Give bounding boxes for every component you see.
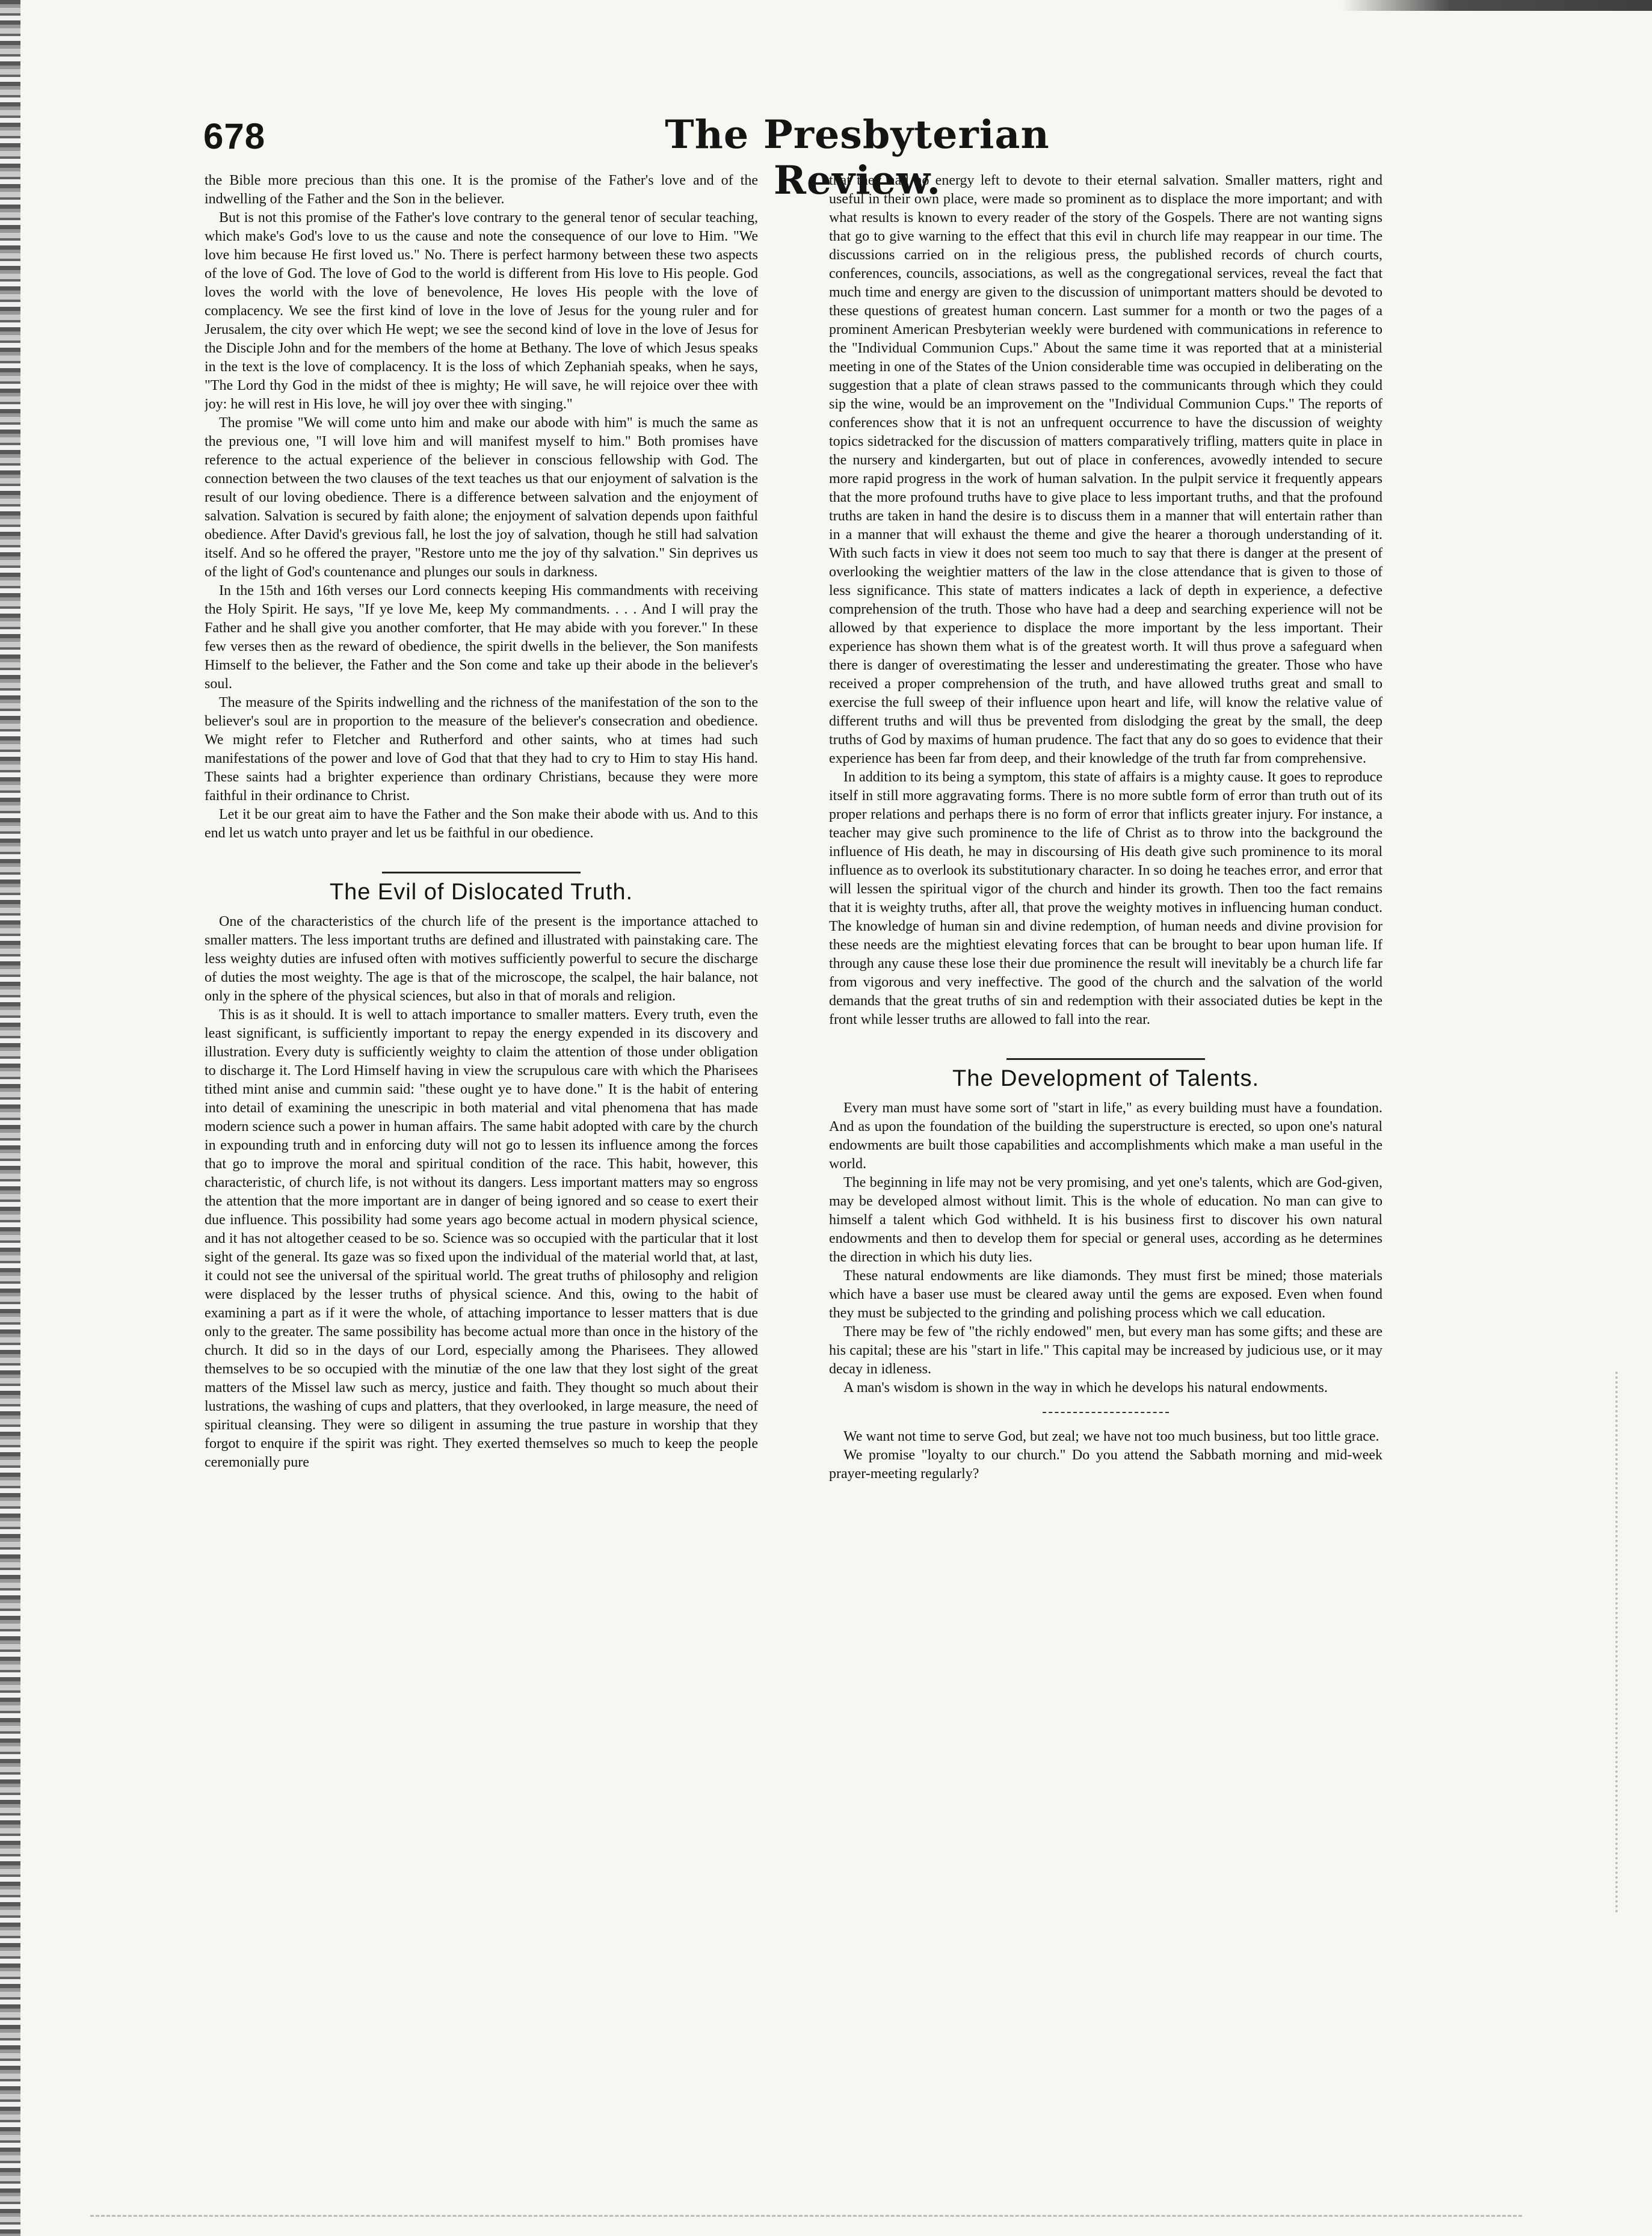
paragraph: There may be few of "the richly endowed" men, but every man has some gifts; and these are his capital; these are his "start in life." This capital may be increased by judicious use, or it may decay in idleness.: [829, 1324, 1382, 1377]
paragraph: A man's wisdom is shown in the way in which he develops his natural endowments.: [843, 1380, 1328, 1396]
scan-bottom-edge: [90, 2215, 1522, 2222]
running-title: The Presbyterian Review.: [665, 112, 1050, 203]
article-title-development-of-talents: The Development of Talents.: [952, 1066, 1259, 1091]
paragraph: This is as it should. It is well to attach importance to smaller matters. Every truth, even the least significant, is sufficiently important to repay the energy expended in its discovery and illustration. Every duty is sufficiently weighty to claim the attention of those under obligation to discharge it. The Lord Himself having in view the scrupulous care with which the Pharisees tithed mint anise and cummin said: "these ought ye to have done." It is the habit of entering into detail of examining the unescripic in both material and vital phenomena that has made modern science such a power in human affairs. The same habit adopted with care by the church in expounding truth and in enforcing duty will not go to lessen its influence among the forces that go to improve the moral and spiritual condition of the race. This habit, however, this characteristic, of church life, is not without its dangers. Less important matters may so engross the attention that the more important are in danger of being ignored and so cease to exert their due influence. This possibility had some years ago become actual in modern physical science, and it has not altogether ceased to be so. Science was so occupied with the particular that it lost sight of the general. Its gaze was so fixed upon the individual of the material world that, at last, it could not see the universal of the spiritual world. The great truths of philosophy and religion were displaced by the lesser truths of physical science. And this, owing to the habit of examining a part as if it were the whole, of attaching importance to lesser matters that is due only to the greater. The same possibility has become actual more than once in the history of the church. It did so in the days of our Lord, especially among the Pharisees. They allowed themselves to be so occupied with the minutiæ of the one law that they lost sight of the great matters of the Missel law such as mercy, justice and faith. They thought so much about their lustrations, the washing of cups and platters, that they overlooked, in large measure, the need of spiritual cleansing. They were so diligent in assuming the true pasture in worship that they forgot to enquire if the spirit was right. They exerted themselves so much to keep the people ceremonially pure: [205, 1007, 758, 1470]
paragraph: In the 15th and 16th verses our Lord connects keeping His commandments with receiving the Holy Spirit. He says, "If ye love Me, keep My commandments. . . . And I will pray the Father and he shall give you another comforter, that He may abide with you forever." In these few verses then as the reward of obedience, the spirit dwells in the believer, the Son manifests Himself to the believer, the Father and the Son come and take up their abode in the believer's soul.: [205, 583, 758, 692]
page-number: 678: [203, 116, 266, 156]
article-development-of-talents: [829, 1099, 1382, 1397]
scan-top-edge: [1342, 0, 1652, 11]
paragraph: The measure of the Spirits indwelling and the richness of the manifestation of the son to the believer's soul are in proportion to the measure of the believer's consecration and obedience. We might refer to Fletcher and Rutherford and other saints, who at times had such manifestations of the power and love of God that that they had to cry to Him to stay His hand. These saints had a brighter experience than ordinary Christians, because they were more faithful in their ordinance to Christ.: [205, 695, 758, 804]
section-spacer: [829, 1413, 1382, 1428]
paragraph: One of the characteristics of the church life of the present is the importance attached to smaller matters. The less important truths are defined and illustrated with painstaking care. The less weighty duties are infused often with motives sufficiently powerful to secure the discharge of duties the most weighty. The age is that of the microscope, the scalpel, the hair balance, not only in the sphere of the physical sciences, but also in that of morals and religion.: [205, 914, 758, 1004]
paragraph: These natural endowments are like diamonds. They must first be mined; those materials which have a baser use must be cleared away until the gems are exposed. Even when found they must be subjected to the grinding and polishing process which we call education.: [829, 1268, 1382, 1321]
paragraph: But is not this promise of the Father's love contrary to the general tenor of secular teaching, which make's God's love to us the cause and note the consequence of our love to Him. "We love him because He first loved us." No. There is perfect harmony between these two aspects of the love of God. The love of God to the world is different from His love to His people. God loves the world with the love of benevolence, He loves His people with the love of complacency. We see the first kind of love in the love of Jesus for the young ruler and for Jerusalem, the city over which He wept; we see the second kind of love in the love of Jesus for the Disciple John and for the members of the home at Bethany. The love of which Jesus speaks in the text is the love of complacency. It is the loss of which Zephaniah speaks, when he says, "The Lord thy God in the midst of thee is mighty; He will save, he will rejoice over thee with joy: he will rest in His love, he will joy over thee with singing.": [205, 210, 758, 412]
paragraph: We want not time to serve God, but zeal; we have not too much business, but too little grace.: [843, 1429, 1379, 1444]
right-column-continued-text: [829, 171, 1382, 1029]
scan-left-edge: [0, 0, 20, 2236]
left-column: [205, 171, 758, 2205]
section-spacer: [205, 843, 758, 872]
paragraph: In addition to its being a symptom, this state of affairs is a mighty cause. It goes to reproduce itself in still more aggravating forms. There is no more subtle form of error than truth out of its proper relations and perhaps there is no form of error that inflicts greater injury. For instance, a teacher may give such prominence to the life of Christ as to throw into the background the influence of His death, he may in discoursing of His death give such prominence to its moral influence as to overlook its substitutionary character. In so doing he teaches error, and error that will lessen the spiritual vigor of the church and hinder its growth. Then too the fact remains that it is weighty truths, after all, that prove the weighty motives in influencing human conduct. The knowledge of human sin and divine redemption, of human needs and divine provision for these needs are the mightiest elevating forces that can be brought to bear upon human life. If through any cause these lose their due prominence the result will inevitably be a church life far from vigorous and very ineffective. The good of the church and the salvation of the world demands that the great truths of sin and redemption with their associated duties be kept in the front while lesser truths are allowed to fall into the rear.: [829, 769, 1382, 1027]
left-column-continued-text: [205, 171, 758, 843]
paragraph: Let it be our great aim to have the Father and the Son make their abode with us. And to this end let us watch unto prayer and let us be faithful in our obedience.: [205, 807, 758, 841]
closing-notes: [829, 1428, 1382, 1483]
article-title-dislocated-truth: The Evil of Dislocated Truth.: [329, 879, 633, 905]
section-spacer: [829, 1397, 1382, 1412]
scan-right-edge: [1615, 1372, 1621, 1913]
section-spacer: [829, 1029, 1382, 1058]
paragraph: The beginning in life may not be very promising, and yet one's talents, which are God-given, may be developed almost without limit. This is the whole of education. No man can give to himself a talent which God withheld. It is his business first to discover his own natural endowments and then to develop them for special or general uses, according as he determines the direction in which his duty lies.: [829, 1175, 1382, 1265]
paragraph: that they had no energy left to devote to their eternal salvation. Smaller matters, right and useful in their own place, were made so prominent as to displace the more important; and with what results is known to every reader of the story of the Gospels. There are not wanting signs that go to give warning to the effect that this evil in church life may reappear in our time. The discussions carried on in the religious press, the published records of church courts, conferences, councils, associations, as well as the congregational services, reveal the fact that much time and energy are given to the discussion of unimportant matters should be devoted to these questions of greatest human concern. Last summer for a month or two the pages of a prominent American Presbyterian weekly were burdened with communications in reference to the "Individual Communion Cups." About the same time it was reported that at a ministerial meeting in one of the States of the Union considerable time was occupied in deliberating on the suggestion that a plate of clean straws passed to the communicants through which they could sip the wine, would be an improvement on the "Individual Communion Cups." The reports of conferences show that it is not an unfrequent occurrence to have the discussion of weighty topics sidetracked for the discussion of matters comparatively trifling, matters quite in place in the nursery and kindergarten, but out of place in conferences, avowedly intended to secure more rapid progress in the work of human salvation. In the pulpit service it frequently appears that the more profound truths have to give place to less important truths, and that the profound truths are taken in hand the desire is to discuss them in a manner that will entertain rather than in a manner that will exhaust the theme and give the hearer a thorough understanding of it. With such facts in view it does not seem too much to say that there is danger at the present of overlooking the weightier matters of the law in the close attendance that is given to those of less significance. This state of matters indicates a lack of depth in experience, a defective comprehension of the truth. Those who have had a deep and searching experience will not be allowed by that experience to displace the more important by the less important. Their experience has shown them what is of the greatest worth. It will thus prove a safeguard when there is danger of overestimating the lesser and underestimating the greater. Those who have received a proper comprehension of the truth, and have allowed truths great and small to exercise the full sweep of their influence upon heart and life, will know the relative value of different truths and will thus be prevented from dislodging the great by the small, the deep truths of God by maxims of human prudence. The fact that any do so goes to evidence that their experience has been far from deep, and their knowledge of the truth far from comprehensive.: [829, 173, 1382, 766]
paragraph: The promise "We will come unto him and make our abode with him" is much the same as the previous one, "I will love him and will manifest myself to him." Both promises have reference to the actual experience of the believer in conscious fellowship with God. The connection between the two clauses of the text teaches us that our enjoyment of salvation is the result of our loving obedience. There is a difference between salvation and the enjoyment of salvation. Salvation is secured by faith alone; the enjoyment of salvation depends upon faithful obedience. After David's grevious fall, he lost the joy of salvation, though he still had salvation itself. And so he offered the prayer, "Restore unto me the joy of thy salvation." Sin deprives us of the light of God's countenance and plunges our souls in darkness.: [205, 415, 758, 580]
paragraph: We promise "loyalty to our church." Do you attend the Sabbath morning and mid-week prayer-meeting regularly?: [829, 1447, 1382, 1482]
paragraph: the Bible more precious than this one. It is the promise of the Father's love and of the indwelling of the Father and the Son in the believer.: [205, 173, 758, 207]
paragraph: Every man must have some sort of "start in life," as every building must have a foundation. And as upon the foundation of the building the superstructure is erected, so upon one's natural endowments are built those capabilities and accomplishments which make a man useful in the world.: [829, 1100, 1382, 1172]
article-dislocated-truth: [205, 913, 758, 1472]
right-column: [829, 171, 1382, 2205]
